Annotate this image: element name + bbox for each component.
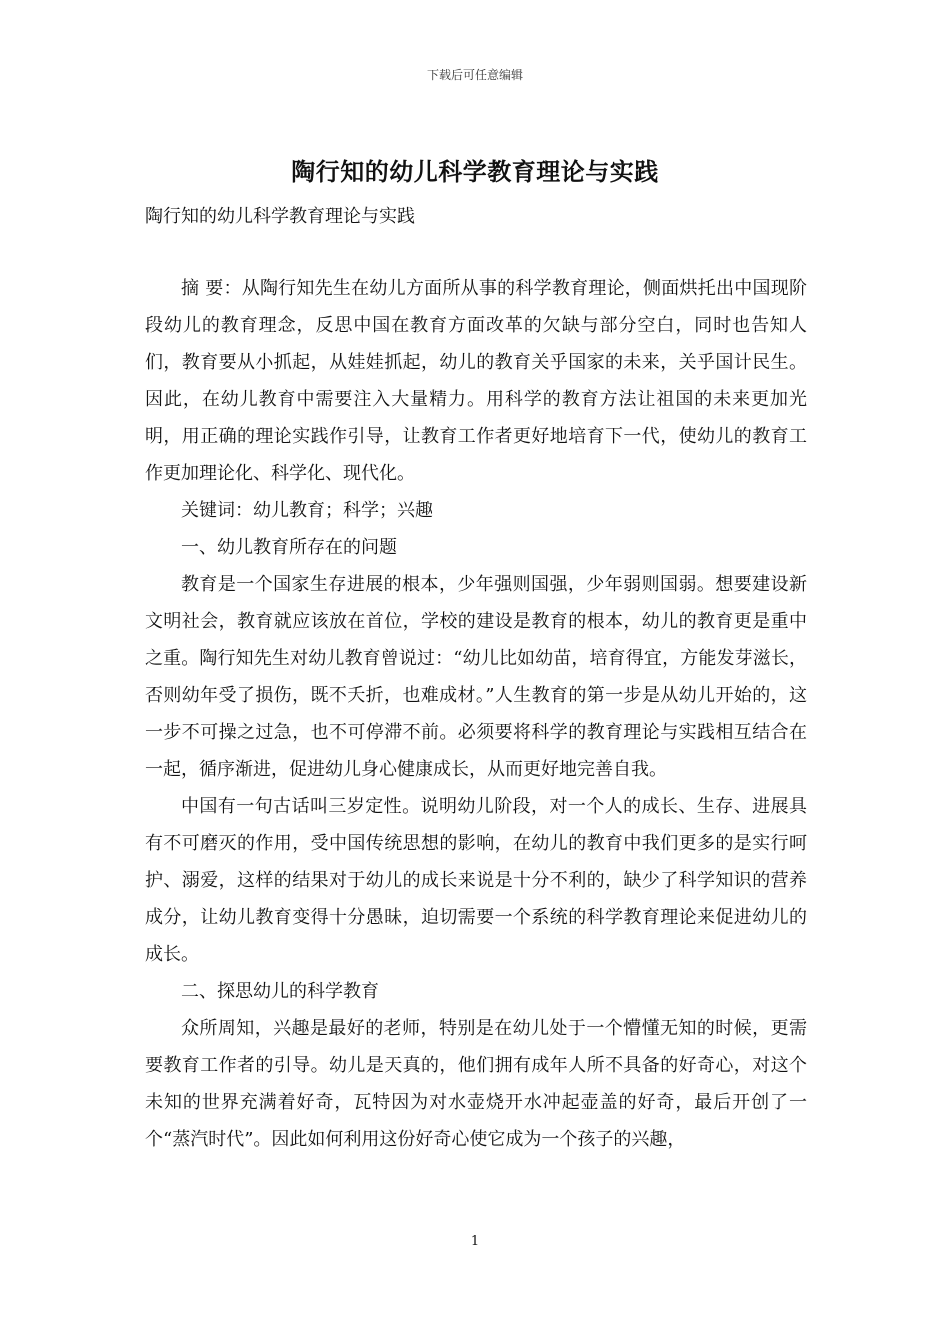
section-heading-2: 二、探思幼儿的科学教育: [181, 981, 379, 1002]
document-title: 陶行知的幼儿科学教育理论与实践: [291, 157, 659, 186]
abstract-paragraph: 摘 要：从陶行知先生在幼儿方面所从事的科学教育理论，侧面烘托出中国现阶段幼儿的教育理念，反思中国在教育方面改革的欠缺与部分空白，同时也告知人们，教育要从小抓起，从娃娃抓起，幼儿的教育关乎国家的未来，关乎国计民生。因此，在幼儿教育中需要注入大量精力。用科学的教育方法让祖国的未来更加光明，用正确的理论实践作引导，让教育工作者更好地培育下一代，使幼儿的教育工作更加理论化、科学化、现代化。: [145, 278, 807, 484]
document-body: [145, 270, 807, 1158]
body-paragraph: 教育是一个国家生存进展的根本，少年强则国强，少年弱则国弱。想要建设新文明社会，教育就应该放在首位，学校的建设是教育的根本，幼儿的教育更是重中之重。陶行知先生对幼儿教育曾说过：“幼儿比如幼苗，培育得宜，方能发芽滋长，否则幼年受了损伤，既不夭折，也难成材。”人生教育的第一步是从幼儿开始的，这一步不可操之过急，也不可停滞不前。必须要将科学的教育理论与实践相互结合在一起，循序渐进，促进幼儿身心健康成长，从而更好地完善自我。: [145, 574, 807, 780]
page-number: 1: [470, 1234, 480, 1249]
keywords-paragraph: 关键词：幼儿教育；科学；兴趣: [181, 500, 433, 521]
section-heading-1: 一、幼儿教育所存在的问题: [181, 537, 397, 558]
body-paragraph: 中国有一句古话叫三岁定性。说明幼儿阶段，对一个人的成长、生存、进展具有不可磨灭的作用，受中国传统思想的影响，在幼儿的教育中我们更多的是实行呵护、溺爱，这样的结果对于幼儿的成长来说是十分不利的，缺少了科学知识的营养成分，让幼儿教育变得十分愚昧，迫切需要一个系统的科学教育理论来促进幼儿的成长。: [145, 796, 807, 965]
body-paragraph: 众所周知，兴趣是最好的老师，特别是在幼儿处于一个懵懂无知的时候，更需要教育工作者的引导。幼儿是天真的，他们拥有成年人所不具备的好奇心，对这个未知的世界充满着好奇，瓦特因为对水壶烧开水冲起壶盖的好奇，最后开创了一个“蒸汽时代”。因此如何利用这份好奇心使它成为一个孩子的兴趣，: [145, 1018, 807, 1150]
document-subtitle: 陶行知的幼儿科学教育理论与实践: [145, 206, 415, 227]
page-header: 下载后可任意编辑: [426, 68, 523, 82]
